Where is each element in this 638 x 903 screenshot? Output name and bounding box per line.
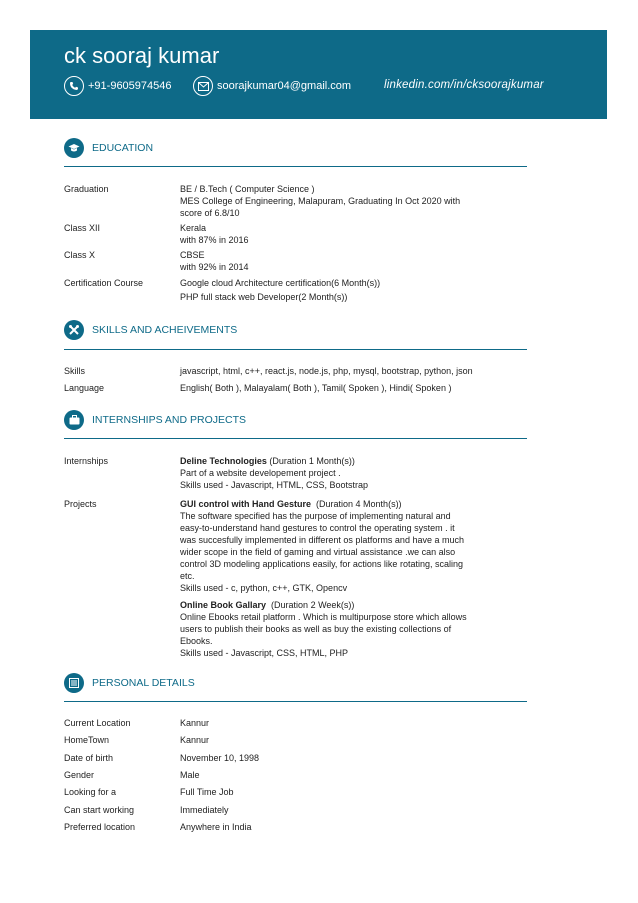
project-duration: (Duration 2 Week(s)) <box>271 600 355 610</box>
personal-section-title <box>64 673 195 693</box>
projects-key: Projects <box>64 499 97 509</box>
education-value-line: with 92% in 2014 <box>180 262 249 272</box>
project-line: users to publish their books as well as buy the existing collections of <box>180 624 452 634</box>
education-key: Class XII <box>64 223 101 233</box>
education-value-line: BE / B.Tech ( Computer Science ) <box>180 184 315 194</box>
personal-divider <box>64 701 527 702</box>
education-value <box>180 183 480 219</box>
personal-key: Preferred location <box>64 822 136 832</box>
education-value-line: MES College of Engineering, Malapuram, Graduating In Oct 2020 with <box>180 196 461 206</box>
personal-value: Kannur <box>180 718 210 728</box>
skills-section-title <box>64 320 237 340</box>
phone-icon <box>64 76 84 96</box>
skills-divider <box>64 349 527 350</box>
phone-contact <box>64 76 172 96</box>
projects-section-title <box>64 410 246 430</box>
internship-title <box>180 455 480 467</box>
graduation-cap-icon <box>64 138 84 158</box>
education-value-line: CBSE <box>180 250 205 260</box>
linkedin-link[interactable]: linkedin.com/in/cksoorajkumar <box>384 79 544 91</box>
project-line: was succesfully implemented in different os platforms and have a much <box>180 535 464 545</box>
resume-header <box>30 30 607 119</box>
email-contact <box>193 76 351 96</box>
project-duration: (Duration 4 Month(s)) <box>316 499 402 509</box>
tools-icon <box>64 320 84 340</box>
education-value <box>180 249 480 273</box>
skills-heading: SKILLS AND ACHEIVEMENTS <box>92 324 238 336</box>
project-name: Online Book Gallary <box>180 600 267 610</box>
project-title <box>180 498 480 510</box>
personal-key: Date of birth <box>64 753 114 763</box>
briefcase-icon <box>64 410 84 430</box>
project-line: etc. <box>180 571 195 581</box>
personal-heading: PERSONAL DETAILS <box>92 677 195 689</box>
email-address[interactable]: soorajkumar04@gmail.com <box>217 80 352 92</box>
education-section-title <box>64 138 153 158</box>
internship-value <box>180 455 480 491</box>
projects-divider <box>64 438 527 439</box>
education-value <box>180 276 480 304</box>
project-name: GUI control with Hand Gesture <box>180 499 312 509</box>
project-value <box>180 498 480 659</box>
project-line: wider scope in the field of gaming and virtual assistance .we can also <box>180 547 456 557</box>
project-line: Online Ebooks retail platform . Which is multipurpose store which allows <box>180 612 467 622</box>
personal-value: Full Time Job <box>180 787 234 797</box>
internship-duration: (Duration 1 Month(s)) <box>269 456 355 466</box>
education-value-line: PHP full stack web Developer(2 Month(s)) <box>180 292 348 302</box>
mail-icon <box>193 76 213 96</box>
education-heading: EDUCATION <box>92 142 154 154</box>
personal-value: Anywhere in India <box>180 822 252 832</box>
personal-key: Gender <box>64 770 95 780</box>
project-line: easy-to-understand hand gestures to control the operating system . it <box>180 523 455 533</box>
education-value <box>180 222 480 246</box>
internships-key: Internships <box>64 456 109 466</box>
project-line: Skills used - c, python, c++, GTK, Opencv <box>180 583 348 593</box>
candidate-name: ck sooraj kumar <box>64 43 220 68</box>
project-line: Ebooks. <box>180 636 213 646</box>
internship-line: Skills used - Javascript, HTML, CSS, Bootstrap <box>180 480 369 490</box>
education-key: Graduation <box>64 184 109 194</box>
education-value-line: Kerala <box>180 223 207 233</box>
project-line: The software specified has the purpose of implementing natural and <box>180 511 451 521</box>
phone-number[interactable]: +91-9605974546 <box>88 80 172 92</box>
internship-name: Deline Technologies <box>180 456 267 466</box>
education-value-line: score of 6.8/10 <box>180 208 240 218</box>
skills-value: javascript, html, c++, react.js, node.js, php, mysql, bootstrap, python, json <box>180 366 473 376</box>
project-line: Skills used - Javascript, CSS, HTML, PHP <box>180 648 349 658</box>
internship-line: Part of a website developement project . <box>180 468 341 478</box>
skills-key: Language <box>64 383 105 393</box>
list-icon <box>64 673 84 693</box>
personal-key: Current Location <box>64 718 131 728</box>
personal-value: Kannur <box>180 735 210 745</box>
personal-key: Looking for a <box>64 787 117 797</box>
education-key: Class X <box>64 250 96 260</box>
education-divider <box>64 166 527 167</box>
personal-value: November 10, 1998 <box>180 753 260 763</box>
personal-value: Immediately <box>180 805 229 815</box>
projects-heading: INTERNSHIPS AND PROJECTS <box>92 414 247 426</box>
skills-value: English( Both ), Malayalam( Both ), Tamil( Spoken ), Hindi( Spoken ) <box>180 383 452 393</box>
personal-key: Can start working <box>64 805 135 815</box>
education-value-line: with 87% in 2016 <box>180 235 249 245</box>
personal-key: HomeTown <box>64 735 110 745</box>
project-title <box>180 599 480 611</box>
education-key: Certification Course <box>64 278 144 288</box>
project-line: control 3D modeling applications easily, for actions like rotating, scaling <box>180 559 463 569</box>
education-value-line: Google cloud Architecture certification(6 Month(s)) <box>180 278 381 288</box>
skills-key: Skills <box>64 366 86 376</box>
personal-value: Male <box>180 770 200 780</box>
